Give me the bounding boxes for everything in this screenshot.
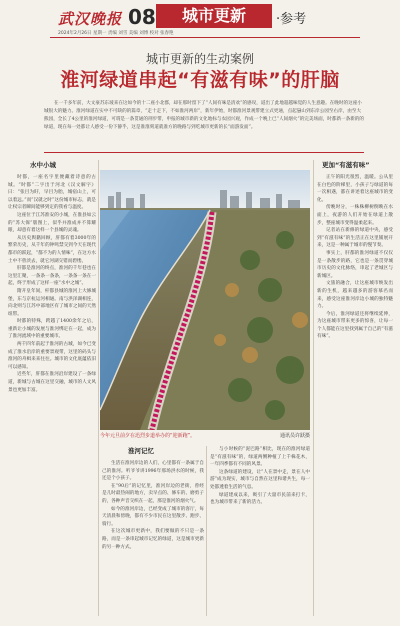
right-paragraph: 傍晚时分，一株株柳树倒映在水面上，夜游的人们开始在绿道上散步，整座城市变得温柔起来。 (317, 205, 393, 226)
masthead-rule (50, 37, 360, 38)
section-suffix: ·参考 (276, 12, 307, 27)
photo-caption (100, 432, 310, 439)
page-number: 08 (128, 5, 156, 29)
middle-paragraph: 在“90后”的记忆里，淮河岸边的老街，曾经是儿时最热闹的地方，卖早点的、修车的、磨剪子的，各种声音交织在一起，那是淮河的烟火气。 (102, 483, 204, 504)
column-divider (313, 160, 314, 616)
paper-name: 武汉晚报 (58, 10, 123, 28)
lead-divider (44, 152, 364, 153)
article-kicker: 城市更新的生动案例 (145, 52, 254, 66)
left-paragraph: 隋开皇年间，杆都县城的淮河上大修城堡，东与京杭运河相通。南与洪泽湖相连，向北则与江苏中部地区有了城市之间的天然纽带。 (8, 288, 96, 317)
left-column-text (8, 174, 96, 614)
right-paragraph: 事实上，肝都的淮河绿道不仅仅是一条散步的路，它也是一条贯穿城市历史的文化脉络，串起了老城区与新城区。 (317, 250, 393, 279)
right-paragraph: 今后，淮河绿道还将继续延伸，为这座城市带来更多的惊喜，让每一个人都能在这里找到属于自己的“有滋有味”。 (317, 311, 393, 340)
middle-paragraph: 如今的淮河岸边，已经变成了城市的客厅，每天清晨和傍晚，都有不少市民在这里散步、跑步、骑行。 (102, 506, 204, 527)
left-paragraph: 肝都是淮河的终点，淮河的千年巷也在这里汇聚，一条条一条条，一条条一条在一起，终于形成了这样一座“水中之城”。 (8, 266, 96, 287)
masthead (0, 0, 400, 40)
subhead-more-flavor: 更加“有滋有味” (322, 161, 370, 169)
right-column-text (317, 174, 393, 614)
column-divider (206, 446, 207, 616)
article-headline: 淮河绿道串起“有滋有味”的肝脑 (60, 69, 340, 91)
left-paragraph: 近些年，肝都在淮河沿岸建设了一条绿道，新城与古城在这里交融，城市的人文风景也更加丰富。 (8, 372, 96, 393)
middle-column-text (102, 460, 204, 616)
right-paragraph: 记者站在新修的绿道中央，感受到“有滋有味”的生活正在这里铺展开来，这是一种属于城市的慢节奏。 (317, 228, 393, 249)
caption-credit: 通讯员许跃摄 (279, 433, 310, 439)
left-paragraph: 从历史舆籍回顾，肝都有着3000年的繁荣历史，从千年的钟鸣禁交到今天在现代都市的跃起，“都不为的人情味”，在这方水土中不曾淡去，就它河湖交错而碧缕。 (8, 235, 96, 264)
article-lead: 在一千多年前，大文豪苏东坡来在这如今的十二座小北郡，却在那时留下了“人间有味是清欢”的感叹，道出了此地超越味觉的人生意趣。在晚时的这座小城很大的魅力。淮河绿道在实中不可缺的的篇章，“走十走下，不如淮河两岸”，新年伊始，时都淮河景观带建立式更通，点起悬山到东岸公园至右岸，由至大熊园，全长了4公里的淮河绿道，可谓是一条贯通的刑步带，申报的城市新的文化地标与农园兴观，作成一个晚上已“人间烟火”的完美场面，时都新一条新的的绿道，现在每一处都让人感受一份下静乎，这是准淮刻道就准方的晚路与到吃城市更新的长“面游发面”。 (44, 101, 364, 130)
subhead-water-town: 水中小城 (30, 161, 56, 169)
middle-paragraph: 在这次城市更新中，我们要做的不只是一条路，而是一条串起城市记忆的绿道，这是城市更新的另一种方式。 (102, 529, 204, 550)
aerial-greenway-photo (100, 170, 310, 430)
middle-right-paragraph: 这条绿道的建设，让“人在景中走，景在人中游”成为现实，城市与自然在这里和谐共生，每一处都透着生活的气息。 (210, 469, 310, 490)
left-paragraph: 时都的特殊，跨越了1400余年之后，重新让小城的发展与淮河绑定在一起，成为了淮河流域中的重要城市。 (8, 319, 96, 340)
left-paragraph: 时都，一座名字里便藏着诗意的古城。“时都”二字出于河北《汉文解字》曰：“张目为盱，早目为胎，城宿山上，可以着远。”而“汉就之时”这份城市标志，就是让权宗者瞬间能够到定的我看与温度。 (8, 175, 96, 211)
middle-paragraph: 生活在淮河岸边的人们，心里都有一条属于自己的淮河。听爷爷讲1996年那场洪水的时候，我还是个小孩子。 (102, 461, 204, 482)
middle-right-paragraph: 与小时候的“泥巴路”相比，现在的淮河绿道是“有滋有味”的，绿道两侧种植了上千株花木，一年四季都有不同的风景。 (210, 447, 310, 468)
left-paragraph: 两千四年前起于淮河的古城，如今已变成了淮水沿岸的重要景观带，这里的码头与淮河的舟楫来来往往。城市的文化底蕴依旧可以感知。 (8, 342, 96, 370)
middle-right-column-text (210, 446, 310, 616)
section-banner: 城市更新 (156, 4, 272, 28)
caption-text: 今年元旦前夕在迅烈步道举办的“迎新跑”。 (100, 433, 196, 439)
right-paragraph: 文旅的融合，让这座城市焕发出新的生机，越来越多的游客慕名而来，感受这座淮河岸边小城的独特魅力。 (317, 281, 393, 310)
aerial-photo-illustration (100, 170, 310, 430)
subhead-huai-memory: 淮河记忆 (128, 447, 154, 455)
left-paragraph: 这座位于江苏淮安的小城，在淮县如云的“苏大保”版图上，似乎并淮成并不算耀眼，却意有着这样一个县城的灵魂。 (8, 212, 96, 234)
right-paragraph: 正午的阳光很烈，温暖。公从里在白色的阶梯里，小孩子与绿道的每一次相遇，都在讲述着这座城市的变化。 (317, 175, 393, 203)
middle-right-paragraph: 绿道建成以来，吸引了大量市民前来打卡，也为城市带来了新的活力。 (210, 492, 310, 506)
issue-info-line: 2024年2月26日 星期一 责编 刘雪 美编 刘博 校对 张春艳 (58, 31, 174, 36)
column-divider (98, 160, 99, 616)
